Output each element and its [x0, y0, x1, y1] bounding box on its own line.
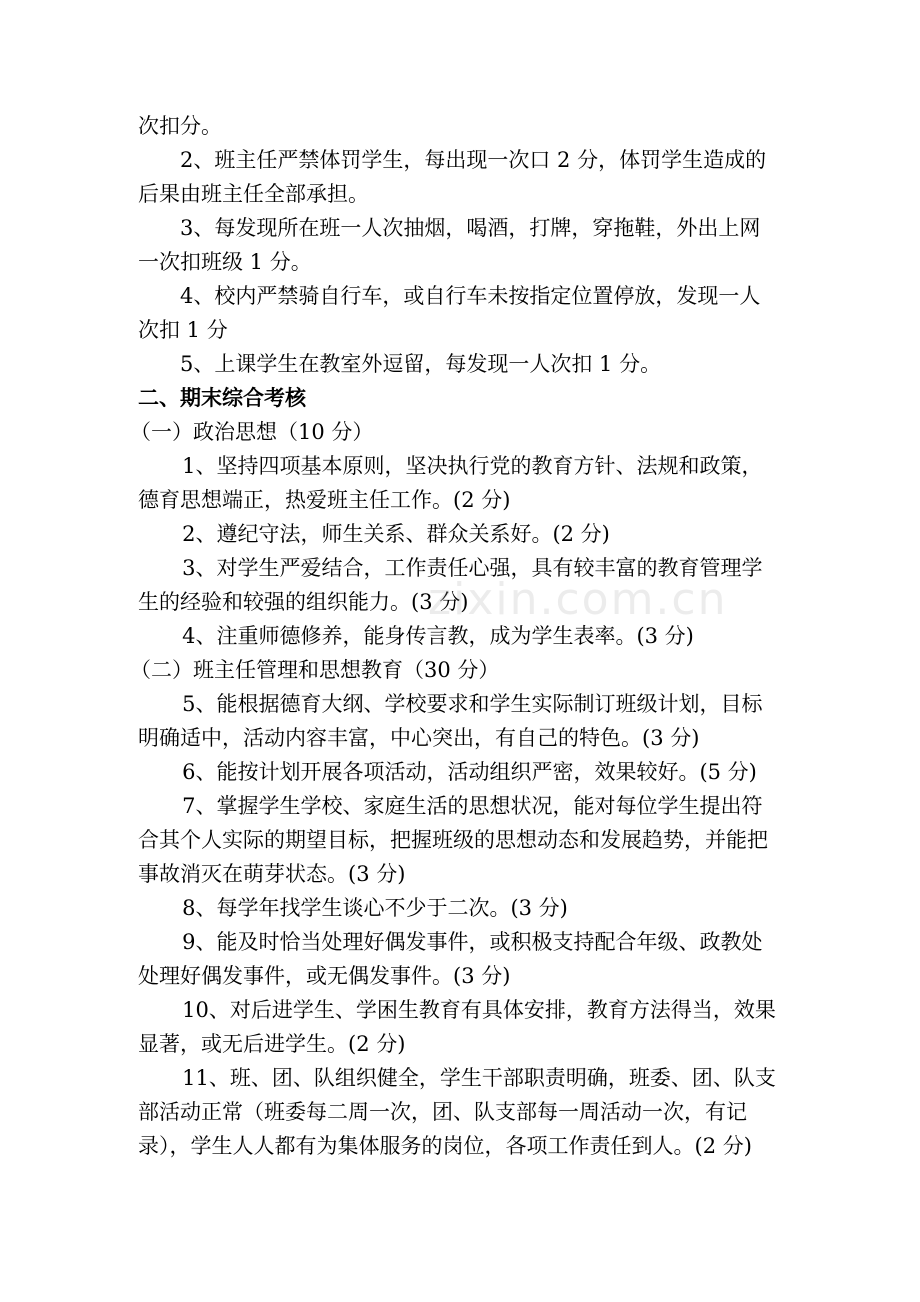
criterion-item-9: 9、能及时恰当处理好偶发事件，或积极支持配合年级、政教处处理好偶发事件，或无偶发事件。(3 分)	[138, 930, 763, 988]
rule-item-4: 4、校内严禁骑自行车，或自行车未按指定位置停放，发现一人次扣 1 分	[138, 284, 761, 342]
criterion-item-7: 7、掌握学生学校、家庭生活的思想状况，能对每位学生提出符合其个人实际的期望目标，把握班级的思想动态和发展趋势，并能把事故消灭在萌芽状态。(3 分)	[138, 794, 768, 886]
paragraph-continuation: 次扣分。	[138, 114, 222, 138]
rule-item-2: 2、班主任严禁体罚学生，每出现一次口 2 分，体罚学生造成的后果由班主任全部承担。	[138, 148, 767, 206]
criterion-item-4: 4、注重师德修养，能身传言教，成为学生表率。(3 分)	[182, 624, 694, 648]
criterion-item-6: 6、能按计划开展各项活动，活动组织严密，效果较好。(5 分)	[182, 760, 757, 784]
rule-item-3: 3、每发现所在班一人次抽烟，喝酒，打牌，穿拖鞋，外出上网一次扣班级 1 分。	[138, 216, 761, 274]
subsection-heading: （一）政治思想（10 分）	[130, 420, 374, 444]
criterion-item-1: 1、坚持四项基本原则，坚决执行党的教育方针、法规和政策，德育思想端正，热爱班主任工作。(2 分)	[138, 454, 763, 512]
criterion-item-3: 3、对学生严爱结合，工作责任心强，具有较丰富的教育管理学生的经验和较强的组织能力。(3 分)	[138, 556, 763, 614]
subsection-heading: （二）班主任管理和思想教育（30 分）	[130, 658, 500, 682]
criterion-item-2: 2、遵纪守法，师生关系、群众关系好。(2 分)	[182, 522, 610, 546]
criterion-item-5: 5、能根据德育大纲、学校要求和学生实际制订班级计划，目标明确适中，活动内容丰富，中心突出，有自己的特色。(3 分)	[138, 692, 763, 750]
section-heading: 二、期末综合考核	[138, 386, 306, 410]
criterion-item-10: 10、对后进学生、学困生教育有具体安排，教育方法得当，效果显著，或无后进学生。(2 分)	[138, 998, 776, 1056]
document-body	[130, 109, 780, 1163]
rule-item-5: 5、上课学生在教室外逗留，每发现一人次扣 1 分。	[180, 352, 662, 376]
criterion-item-8: 8、每学年找学生谈心不少于二次。(3 分)	[182, 896, 568, 920]
criterion-item-11: 11、班、团、队组织健全，学生干部职责明确，班委、团、队支部活动正常（班委每二周一次，团、队支部每一周活动一次，有记录），学生人人都有为集体服务的岗位，各项工作责任到人。(2 分)	[138, 1066, 776, 1158]
watermark: zixin.com.cn	[428, 574, 728, 625]
